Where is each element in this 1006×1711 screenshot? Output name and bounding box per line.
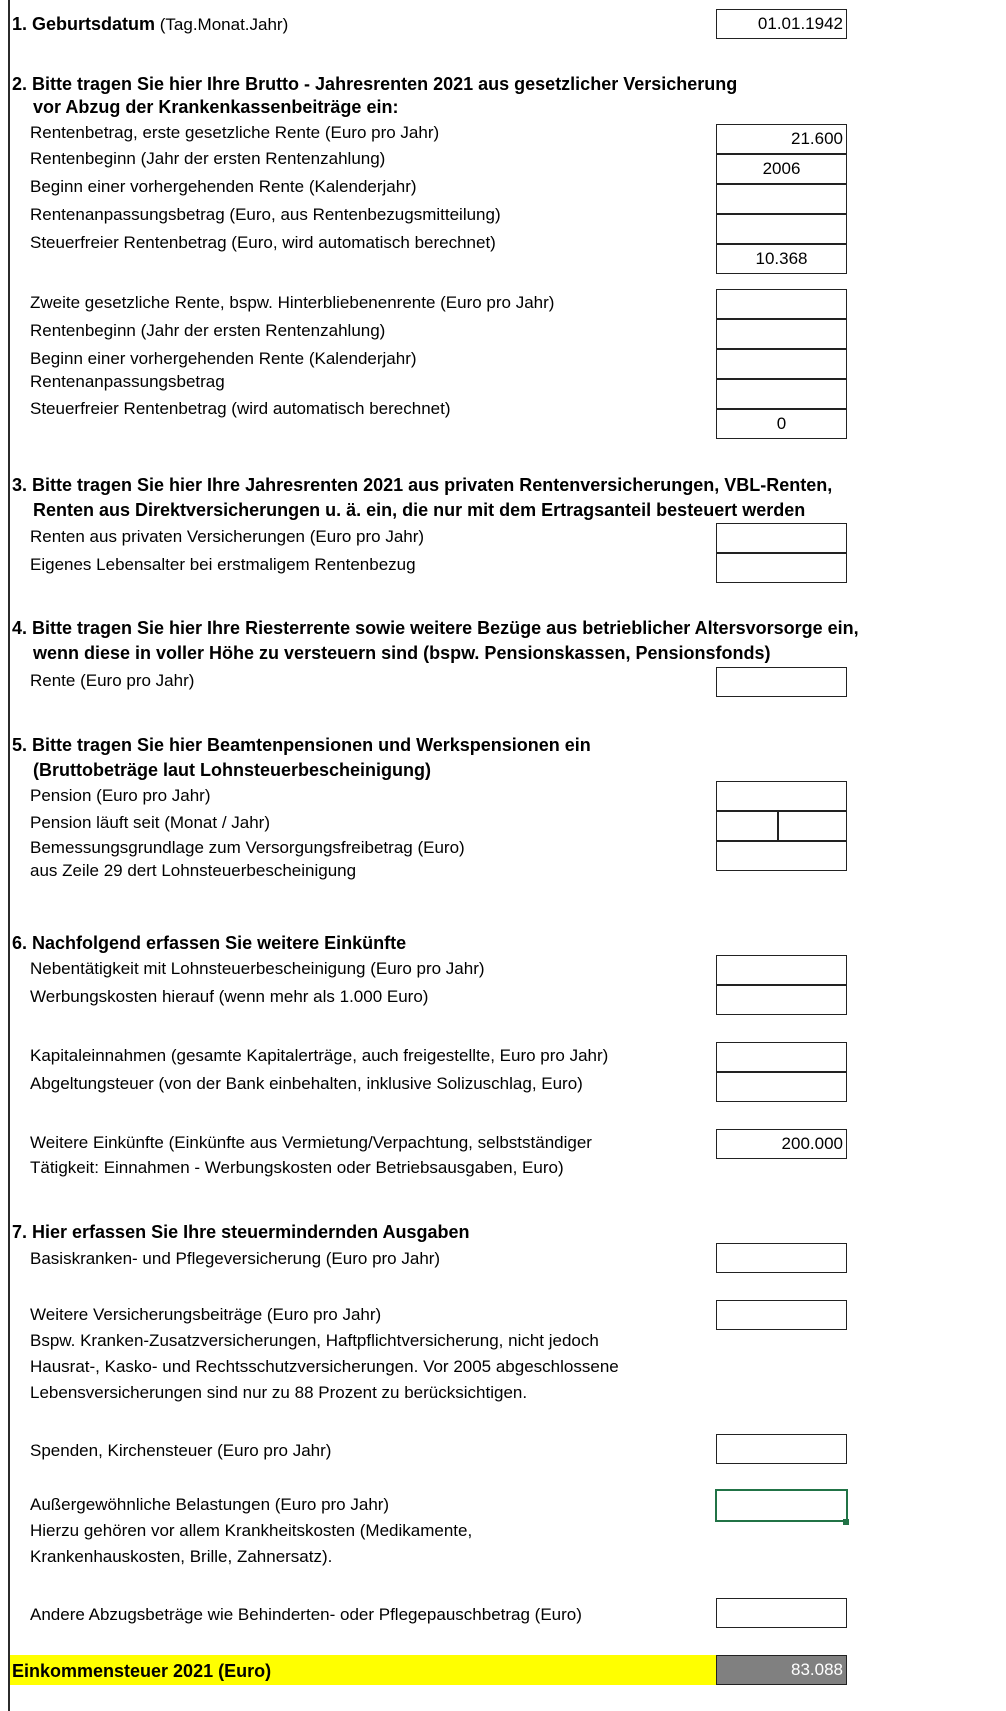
pension1-taxfree-cell bbox=[716, 244, 847, 274]
section-7-heading: 7. Hier erfassen Sie Ihre steuermindernden Ausgaben bbox=[12, 1222, 470, 1242]
pension1-amount-value: 21.600 bbox=[791, 129, 843, 148]
riester-pension-label: Rente (Euro pro Jahr) bbox=[30, 671, 195, 690]
extraordinary-burden-cell-selected[interactable] bbox=[715, 1489, 848, 1522]
pension1-prev-cell[interactable] bbox=[716, 184, 847, 214]
age-first-pension-cell[interactable] bbox=[716, 553, 847, 583]
other-deductions-cell[interactable] bbox=[716, 1598, 847, 1628]
pension1-amount-cell[interactable] bbox=[716, 124, 847, 154]
income-tax-label: Einkommensteuer 2021 (Euro) bbox=[12, 1661, 272, 1681]
pension1-adjust-label: Rentenanpassungsbetrag (Euro, aus Rentenbezugsmitteilung) bbox=[30, 205, 501, 224]
section-6-heading: 6. Nachfolgend erfassen Sie weitere Einkünfte bbox=[12, 933, 407, 953]
other-income-cell[interactable] bbox=[716, 1129, 847, 1159]
birthdate-label: 1. Geburtsdatum bbox=[12, 14, 156, 34]
section-5-heading-line2: (Bruttobeträge laut Lohnsteuerbescheinigung) bbox=[33, 760, 432, 780]
other-income-label-line2: Tätigkeit: Einnahmen - Werbungskosten oder Betriebsausgaben, Euro) bbox=[30, 1158, 564, 1177]
other-insurance-label-line3: Hausrat-, Kasko- und Rechtsschutzversicherungen. Vor 2005 abgeschlossene bbox=[30, 1357, 619, 1376]
pension2-taxfree-cell bbox=[716, 409, 847, 439]
pension2-start-cell[interactable] bbox=[716, 319, 847, 349]
section-3-heading-line2: Renten aus Direktversicherungen u. ä. ein, die nur mit dem Ertragsanteil besteuert werden bbox=[33, 500, 806, 520]
pension2-taxfree-label: Steuerfreier Rentenbetrag (wird automatisch berechnet) bbox=[30, 399, 451, 418]
pension1-start-value: 2006 bbox=[762, 159, 801, 178]
donations-cell[interactable] bbox=[716, 1434, 847, 1464]
side-job-label: Nebentätigkeit mit Lohnsteuerbescheinigung (Euro pro Jahr) bbox=[30, 959, 485, 978]
side-job-cell[interactable] bbox=[716, 955, 847, 985]
private-pension-cell[interactable] bbox=[716, 523, 847, 553]
section-4-heading-line2: wenn diese in voller Höhe zu versteuern sind (bspw. Pensionskassen, Pensionsfonds) bbox=[33, 643, 771, 663]
pension1-taxfree-value: 10.368 bbox=[755, 249, 808, 268]
other-insurance-label-line2: Bspw. Kranken-Zusatzversicherungen, Haftpflichtversicherung, nicht jedoch bbox=[30, 1331, 599, 1350]
pension2-start-label: Rentenbeginn (Jahr der ersten Rentenzahlung) bbox=[30, 321, 386, 340]
civil-pension-label: Pension (Euro pro Jahr) bbox=[30, 786, 211, 805]
birthdate-cell[interactable] bbox=[716, 9, 847, 39]
extraordinary-burden-label-line2: Hierzu gehören vor allem Krankheitskosten (Medikamente, bbox=[30, 1521, 473, 1540]
pension-since-cell[interactable] bbox=[716, 811, 847, 841]
other-insurance-label-line1: Weitere Versicherungsbeiträge (Euro pro Jahr) bbox=[30, 1305, 382, 1324]
section-3-heading-line1: 3. Bitte tragen Sie hier Ihre Jahresrenten 2021 aus privaten Rentenversicherungen, VBL-Renten, bbox=[12, 475, 833, 495]
pension2-prev-cell[interactable] bbox=[716, 349, 847, 379]
pension2-adjust-label: Rentenanpassungsbetrag bbox=[30, 372, 225, 391]
income-tax-value: 83.088 bbox=[791, 1660, 843, 1679]
fill-handle[interactable] bbox=[843, 1519, 849, 1525]
pension1-start-label: Rentenbeginn (Jahr der ersten Rentenzahlung) bbox=[30, 149, 386, 168]
basic-health-insurance-label: Basiskranken- und Pflegeversicherung (Euro pro Jahr) bbox=[30, 1249, 441, 1268]
pension1-start-cell[interactable] bbox=[716, 154, 847, 184]
civil-pension-cell[interactable] bbox=[716, 781, 847, 811]
withholding-tax-cell[interactable] bbox=[716, 1072, 847, 1102]
income-tax-result-cell bbox=[716, 1655, 847, 1685]
extraordinary-burden-label-line1: Außergewöhnliche Belastungen (Euro pro Jahr) bbox=[30, 1495, 390, 1514]
pension1-taxfree-label: Steuerfreier Rentenbetrag (Euro, wird automatisch berechnet) bbox=[30, 233, 496, 252]
section-1-heading bbox=[12, 14, 288, 35]
other-deductions-label: Andere Abzugsbeträge wie Behinderten- oder Pflegepauschbetrag (Euro) bbox=[30, 1605, 582, 1624]
pension2-taxfree-value: 0 bbox=[776, 414, 787, 433]
pension-since-month-year-divider bbox=[777, 811, 779, 841]
withholding-tax-label: Abgeltungsteuer (von der Bank einbehalten, inklusive Solizuschlag, Euro) bbox=[30, 1074, 583, 1093]
other-insurance-label-line4: Lebensversicherungen sind nur zu 88 Prozent zu berücksichtigen. bbox=[30, 1383, 528, 1402]
other-income-label-line1: Weitere Einkünfte (Einkünfte aus Vermietung/Verpachtung, selbstständiger bbox=[30, 1133, 592, 1152]
section-2-heading-line2: vor Abzug der Krankenkassenbeiträge ein: bbox=[33, 97, 399, 117]
pension2-amount-cell[interactable] bbox=[716, 289, 847, 319]
assessment-basis-label-line1: Bemessungsgrundlage zum Versorgungsfreibetrag (Euro) bbox=[30, 838, 465, 857]
capital-income-label: Kapitaleinnahmen (gesamte Kapitalerträge, auch freigestellte, Euro pro Jahr) bbox=[30, 1046, 609, 1065]
other-insurance-cell[interactable] bbox=[716, 1300, 847, 1330]
private-pension-label: Renten aus privaten Versicherungen (Euro pro Jahr) bbox=[30, 527, 425, 546]
work-expenses-cell[interactable] bbox=[716, 985, 847, 1015]
work-expenses-label: Werbungskosten hierauf (wenn mehr als 1.000 Euro) bbox=[30, 987, 429, 1006]
sheet-left-border bbox=[8, 0, 10, 1711]
birthdate-value: 01.01.1942 bbox=[757, 14, 843, 33]
extraordinary-burden-label-line3: Krankenhauskosten, Brille, Zahnersatz). bbox=[30, 1547, 333, 1566]
birthdate-hint: (Tag.Monat.Jahr) bbox=[155, 15, 289, 34]
age-first-pension-label: Eigenes Lebensalter bei erstmaligem Rentenbezug bbox=[30, 555, 416, 574]
basic-health-insurance-cell[interactable] bbox=[716, 1243, 847, 1273]
pension1-prev-label: Beginn einer vorhergehenden Rente (Kalenderjahr) bbox=[30, 177, 417, 196]
pension2-prev-label: Beginn einer vorhergehenden Rente (Kalenderjahr) bbox=[30, 349, 417, 368]
assessment-basis-label-line2: aus Zeile 29 dert Lohnsteuerbescheinigung bbox=[30, 861, 357, 880]
pension-since-label: Pension läuft seit (Monat / Jahr) bbox=[30, 813, 271, 832]
other-income-value: 200.000 bbox=[781, 1134, 843, 1153]
pension1-amount-label: Rentenbetrag, erste gesetzliche Rente (Euro pro Jahr) bbox=[30, 123, 440, 142]
pension2-amount-label: Zweite gesetzliche Rente, bspw. Hinterbliebenenrente (Euro pro Jahr) bbox=[30, 293, 555, 312]
pension2-adjust-cell[interactable] bbox=[716, 379, 847, 409]
section-4-heading-line1: 4. Bitte tragen Sie hier Ihre Riesterrente sowie weitere Bezüge aus betrieblicher Altersvorsorge ein, bbox=[12, 618, 859, 638]
section-5-heading-line1: 5. Bitte tragen Sie hier Beamtenpensionen und Werkspensionen ein bbox=[12, 735, 591, 755]
donations-label: Spenden, Kirchensteuer (Euro pro Jahr) bbox=[30, 1441, 332, 1460]
capital-income-cell[interactable] bbox=[716, 1042, 847, 1072]
riester-pension-cell[interactable] bbox=[716, 667, 847, 697]
section-2-heading-line1: 2. Bitte tragen Sie hier Ihre Brutto - Jahresrenten 2021 aus gesetzlicher Versicherung bbox=[12, 74, 738, 94]
pension1-adjust-cell[interactable] bbox=[716, 214, 847, 244]
assessment-basis-cell[interactable] bbox=[716, 841, 847, 871]
